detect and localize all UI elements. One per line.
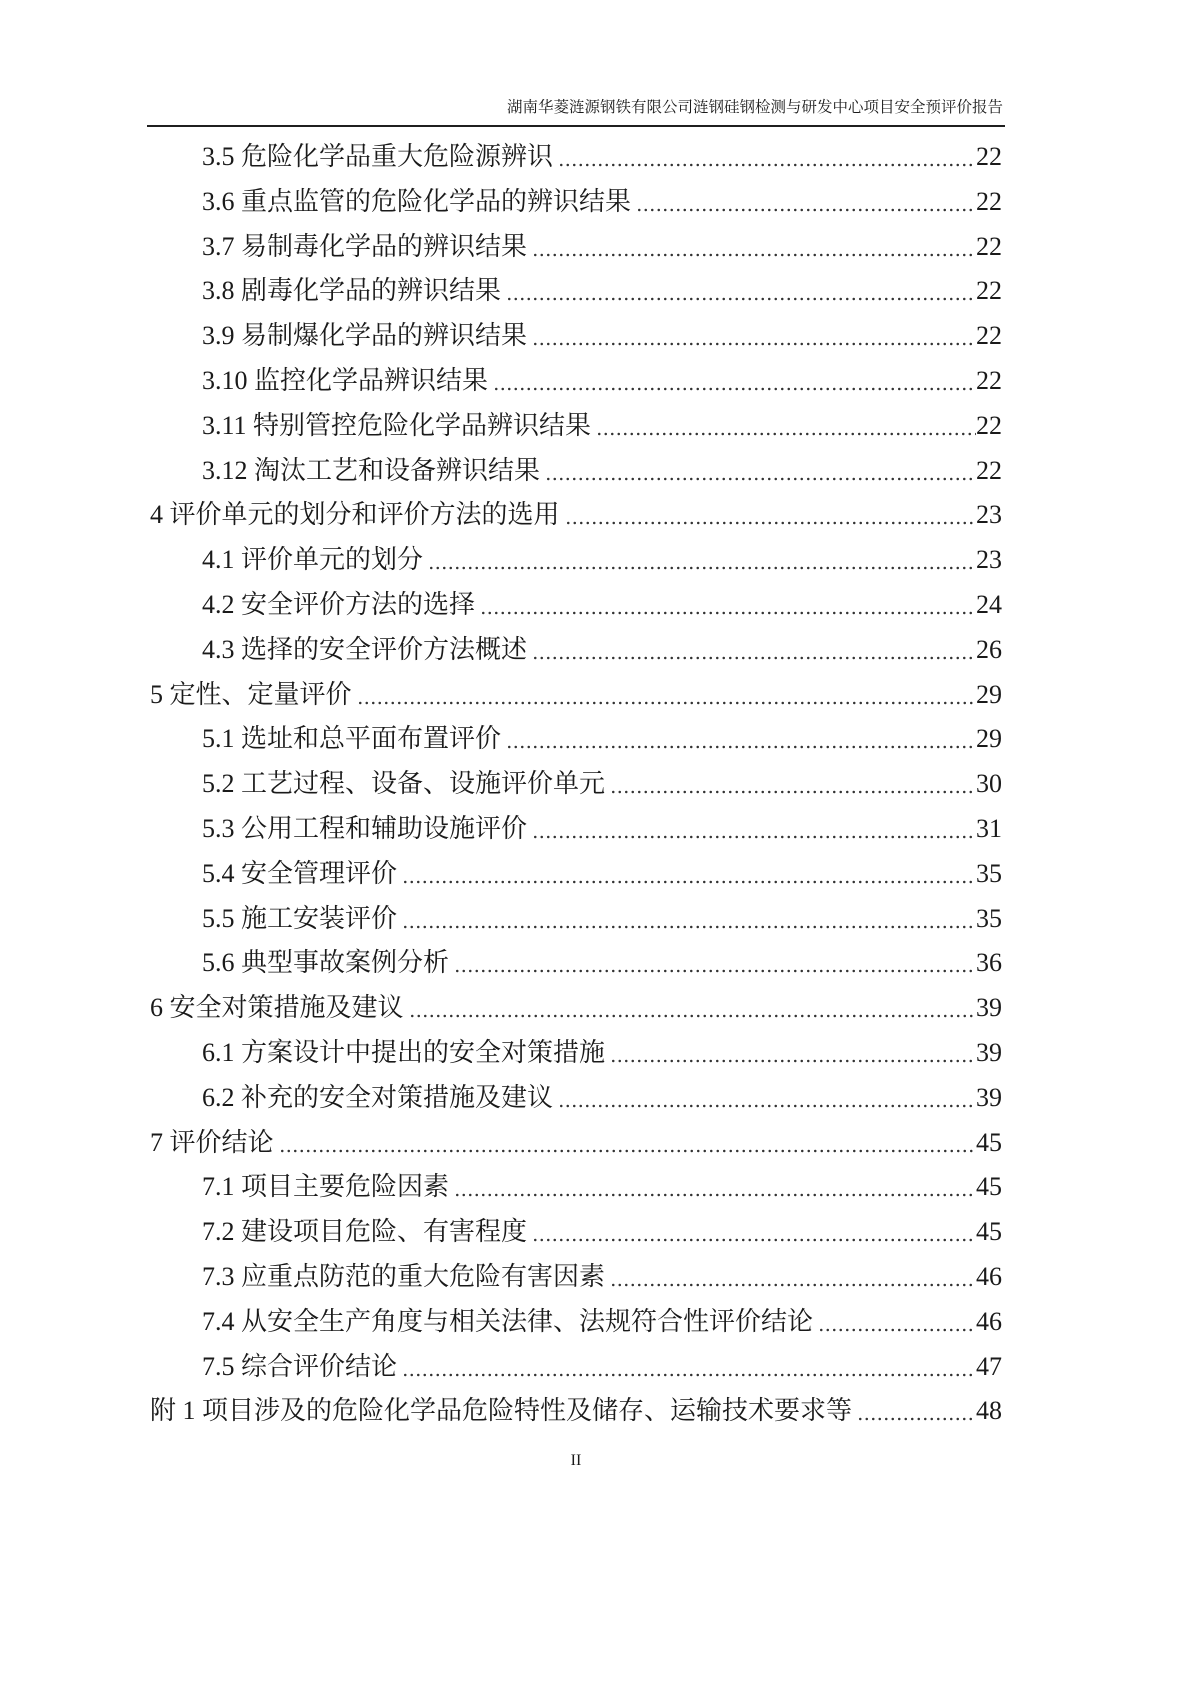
toc-entry-page-number: 35 [976, 858, 1002, 888]
toc-entry [147, 1031, 1005, 1076]
dot-leader [857, 1389, 976, 1434]
toc-entry-page-number: 22 [976, 231, 1002, 261]
dot-leader [558, 135, 976, 180]
dot-leader [818, 1300, 976, 1345]
dot-leader [610, 1031, 976, 1076]
toc-entry-title: 3.6 重点监管的危险化学品的辨识结果 [202, 186, 632, 216]
dot-leader [610, 762, 976, 807]
toc-entry-title: 7.4 从安全生产角度与相关法律、法规符合性评价结论 [202, 1306, 814, 1336]
toc-entry [147, 1210, 1005, 1255]
toc-entry [147, 1076, 1005, 1121]
toc-entry-title: 4 评价单元的划分和评价方法的选用 [150, 500, 560, 530]
dot-leader [493, 359, 976, 404]
toc-entry-page-number: 22 [976, 410, 1002, 440]
toc-entry-title: 5.3 公用工程和辅助设施评价 [202, 813, 528, 843]
toc-entry-page-number: 23 [976, 500, 1002, 530]
toc-entry-title: 3.11 特别管控危险化学品辨识结果 [202, 410, 592, 440]
toc-entry [147, 359, 1005, 404]
toc-entry [147, 1300, 1005, 1345]
toc-entry-page-number: 36 [976, 948, 1002, 978]
toc-entry-page-number: 22 [976, 186, 1002, 216]
toc-entry-page-number: 29 [976, 724, 1002, 754]
toc-entry [147, 449, 1005, 494]
toc-entry-title: 3.12 淘汰工艺和设备辨识结果 [202, 455, 541, 485]
toc-entry [147, 135, 1005, 180]
dot-leader [402, 897, 976, 942]
toc-entry-page-number: 48 [976, 1396, 1002, 1426]
toc-entry [147, 1345, 1005, 1390]
dot-leader [610, 1255, 976, 1300]
dot-leader [558, 1076, 976, 1121]
toc-entry-title: 3.5 危险化学品重大危险源辨识 [202, 142, 554, 171]
toc-entry [147, 986, 1005, 1031]
toc-entry-page-number: 22 [976, 365, 1002, 395]
toc-entry-title: 7.1 项目主要危险因素 [202, 1172, 450, 1202]
toc-entry-title: 7 评价结论 [150, 1127, 274, 1157]
dot-leader [545, 449, 976, 494]
toc-entry-page-number: 24 [976, 589, 1002, 619]
toc-list [147, 135, 1005, 1434]
toc-entry [147, 225, 1005, 270]
dot-leader [402, 1345, 976, 1390]
toc-entry [147, 1165, 1005, 1210]
dot-leader [480, 583, 976, 628]
toc-entry-title: 7.3 应重点防范的重大危险有害因素 [202, 1261, 606, 1291]
toc-entry [147, 717, 1005, 762]
toc-entry [147, 941, 1005, 986]
dot-leader [454, 1165, 976, 1210]
toc-entry [147, 673, 1005, 718]
toc-entry [147, 1255, 1005, 1300]
dot-leader [532, 1210, 976, 1255]
dot-leader [532, 314, 976, 359]
toc-entry-title: 6.1 方案设计中提出的安全对策措施 [202, 1037, 606, 1067]
toc-entry-title: 7.2 建设项目危险、有害程度 [202, 1217, 528, 1247]
dot-leader [636, 180, 976, 225]
toc-entry-title: 3.8 剧毒化学品的辨识结果 [202, 276, 502, 306]
dot-leader [279, 1121, 976, 1166]
dot-leader [402, 852, 976, 897]
toc-entry-page-number: 35 [976, 903, 1002, 933]
toc-entry [147, 180, 1005, 225]
toc-entry-page-number: 29 [976, 679, 1002, 709]
toc-entry-title: 3.10 监控化学品辨识结果 [202, 365, 489, 395]
toc-entry-page-number: 45 [976, 1217, 1002, 1247]
toc-entry [147, 628, 1005, 673]
toc-entry-page-number: 30 [976, 769, 1002, 799]
toc-entry-title: 5.1 选址和总平面布置评价 [202, 724, 502, 754]
report-title: 湖南华菱涟源钢铁有限公司涟钢硅钢检测与研发中心项目安全预评价报告 [506, 99, 1003, 116]
toc-entry [147, 314, 1005, 359]
toc-entry-page-number: 31 [976, 813, 1002, 843]
toc-entry [147, 807, 1005, 852]
toc-entry [147, 404, 1005, 449]
dot-leader [454, 941, 976, 986]
dot-leader [596, 404, 976, 449]
dot-leader [506, 717, 976, 762]
toc-entry-title: 4.2 安全评价方法的选择 [202, 589, 476, 619]
toc-entry [147, 897, 1005, 942]
toc-entry-page-number: 22 [976, 142, 1002, 171]
toc-entry-page-number: 45 [976, 1127, 1002, 1157]
toc-entry [147, 493, 1005, 538]
toc-entry-title: 5.5 施工安装评价 [202, 903, 398, 933]
toc-entry-page-number: 46 [976, 1306, 1002, 1336]
toc-entry-page-number: 39 [976, 1082, 1002, 1112]
toc-entry-page-number: 39 [976, 1037, 1002, 1067]
toc-entry-title: 5.4 安全管理评价 [202, 858, 398, 888]
page-header [147, 90, 1005, 127]
dot-leader [506, 269, 976, 314]
dot-leader [428, 538, 976, 583]
dot-leader [532, 807, 976, 852]
toc-entry-page-number: 26 [976, 634, 1002, 664]
toc-entry-page-number: 22 [976, 321, 1002, 351]
toc-entry-page-number: 22 [976, 276, 1002, 306]
toc-entry-page-number: 23 [976, 545, 1002, 575]
toc-entry-title: 3.9 易制爆化学品的辨识结果 [202, 321, 528, 351]
toc-entry-title: 7.5 综合评价结论 [202, 1351, 398, 1381]
dot-leader [565, 493, 976, 538]
dot-leader [532, 628, 976, 673]
toc-entry-title: 4.1 评价单元的划分 [202, 545, 424, 575]
toc-entry-page-number: 47 [976, 1351, 1002, 1381]
toc-entry-title: 5.2 工艺过程、设备、设施评价单元 [202, 769, 606, 799]
dot-leader [409, 986, 976, 1031]
dot-leader [532, 225, 976, 270]
toc-entry-page-number: 39 [976, 993, 1002, 1023]
toc-entry-page-number: 22 [976, 455, 1002, 485]
toc-entry [147, 1121, 1005, 1166]
toc-entry [147, 762, 1005, 807]
toc-entry [147, 269, 1005, 314]
dot-leader [357, 673, 976, 718]
toc-entry-title: 4.3 选择的安全评价方法概述 [202, 634, 528, 664]
toc-entry [147, 538, 1005, 583]
toc-entry-title: 5 定性、定量评价 [150, 679, 352, 709]
toc-entry-page-number: 46 [976, 1261, 1002, 1291]
toc-entry-title: 5.6 典型事故案例分析 [202, 948, 450, 978]
page-number: II [570, 1452, 582, 1469]
toc-entry [147, 1389, 1005, 1434]
toc-entry [147, 852, 1005, 897]
toc-entry-page-number: 45 [976, 1172, 1002, 1202]
toc-entry-title: 3.7 易制毒化学品的辨识结果 [202, 231, 528, 261]
toc-entry-title: 6 安全对策措施及建议 [150, 993, 404, 1023]
toc-entry [147, 583, 1005, 628]
toc-entry-title: 6.2 补充的安全对策措施及建议 [202, 1082, 554, 1112]
toc-entry-title: 附 1 项目涉及的危险化学品危险特性及储存、运输技术要求等 [150, 1396, 853, 1426]
